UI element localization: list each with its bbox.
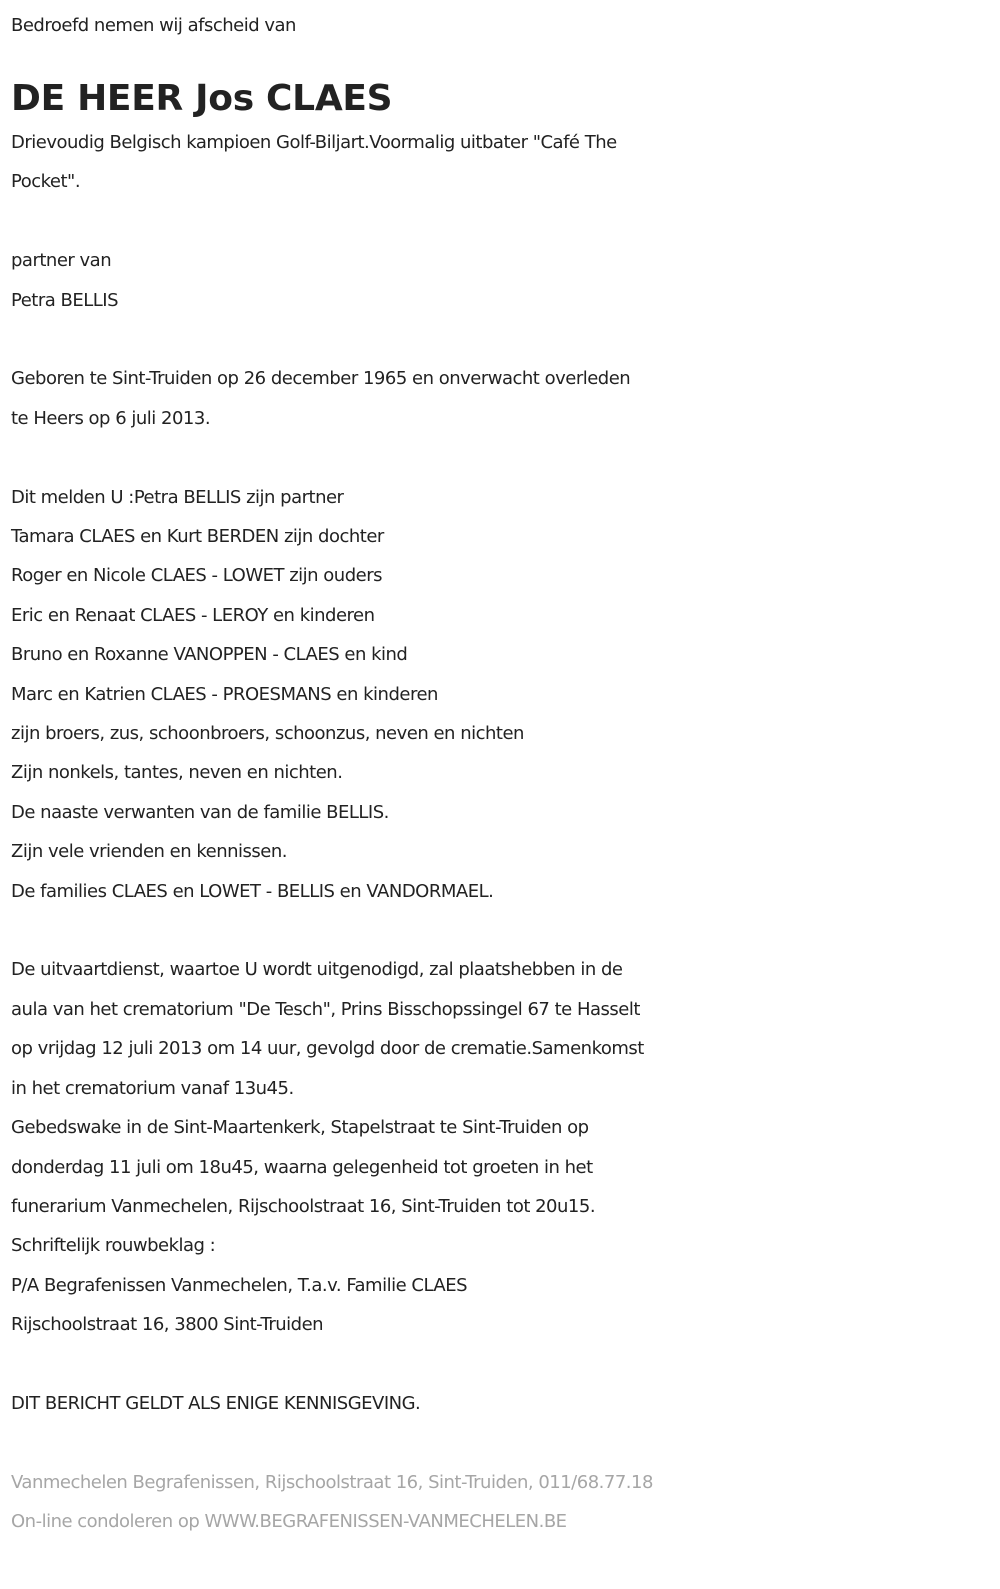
birth-death-line: Geboren te Sint-Truiden op 26 december 1965 en onverwacht overleden <box>11 368 631 390</box>
deceased-name: DE HEER Jos CLAES <box>11 78 393 119</box>
spacer <box>11 438 991 477</box>
description-line: Pocket". <box>11 171 81 193</box>
service-line: P/A Begrafenissen Vanmechelen, T.a.v. Familie CLAES <box>11 1274 467 1296</box>
service-line: in het crematorium vanaf 13u45. <box>11 1077 294 1099</box>
family-line: De families CLAES en LOWET - BELLIS en VANDORMAEL. <box>11 880 494 902</box>
intro-text: Bedroefd nemen wij afscheid van <box>11 15 296 36</box>
partner-label: partner van <box>11 250 112 272</box>
service-line: Rijschoolstraat 16, 3800 Sint-Truiden <box>11 1314 324 1336</box>
service-line: De uitvaartdienst, waartoe U wordt uitgenodigd, zal plaatshebben in de <box>11 959 623 981</box>
service-line: op vrijdag 12 juli 2013 om 14 uur, gevolgd door de crematie.Samenkomst <box>11 1038 644 1060</box>
family-line: Zijn nonkels, tantes, neven en nichten. <box>11 762 343 784</box>
footer-address: Vanmechelen Begrafenissen, Rijschoolstraat 16, Sint-Truiden, 011/68.77.18 <box>11 1471 653 1493</box>
description-line: Drievoudig Belgisch kampioen Golf-Biljart.Voormalig uitbater "Café The <box>11 132 617 153</box>
spacer <box>11 911 991 950</box>
family-line: De naaste verwanten van de familie BELLIS. <box>11 801 389 823</box>
footer-condolence-link[interactable]: On-line condoleren op WWW.BEGRAFENISSEN-VANMECHELEN.BE <box>11 1511 567 1533</box>
spacer <box>11 202 991 241</box>
family-line: Zijn vele vrienden en kennissen. <box>11 841 287 863</box>
partner-name: Petra BELLIS <box>11 289 119 311</box>
family-line: Marc en Katrien CLAES - PROESMANS en kinderen <box>11 683 438 705</box>
service-line: funerarium Vanmechelen, Rijschoolstraat 16, Sint-Truiden tot 20u15. <box>11 1195 596 1217</box>
service-line: aula van het crematorium "De Tesch", Prins Bisschopssingel 67 te Hasselt <box>11 998 640 1020</box>
service-line: Schriftelijk rouwbeklag : <box>11 1235 216 1257</box>
family-line: Bruno en Roxanne VANOPPEN - CLAES en kind <box>11 644 408 666</box>
spacer <box>11 1345 991 1384</box>
family-line: Tamara CLAES en Kurt BERDEN zijn dochter <box>11 526 384 548</box>
notice-text: DIT BERICHT GELDT ALS ENIGE KENNISGEVING. <box>11 1392 421 1414</box>
spacer <box>11 1423 991 1462</box>
service-line: Gebedswake in de Sint-Maartenkerk, Stapelstraat te Sint-Truiden op <box>11 1117 589 1139</box>
family-line: Dit melden U :Petra BELLIS zijn partner <box>11 486 344 508</box>
family-line: Eric en Renaat CLAES - LEROY en kinderen <box>11 604 375 626</box>
obituary-notice <box>11 6 991 1542</box>
birth-death-line: te Heers op 6 juli 2013. <box>11 407 211 429</box>
spacer <box>11 320 991 359</box>
family-line: Roger en Nicole CLAES - LOWET zijn ouders <box>11 565 382 587</box>
family-line: zijn broers, zus, schoonbroers, schoonzus, neven en nichten <box>11 723 524 745</box>
service-line: donderdag 11 juli om 18u45, waarna gelegenheid tot groeten in het <box>11 1156 593 1178</box>
